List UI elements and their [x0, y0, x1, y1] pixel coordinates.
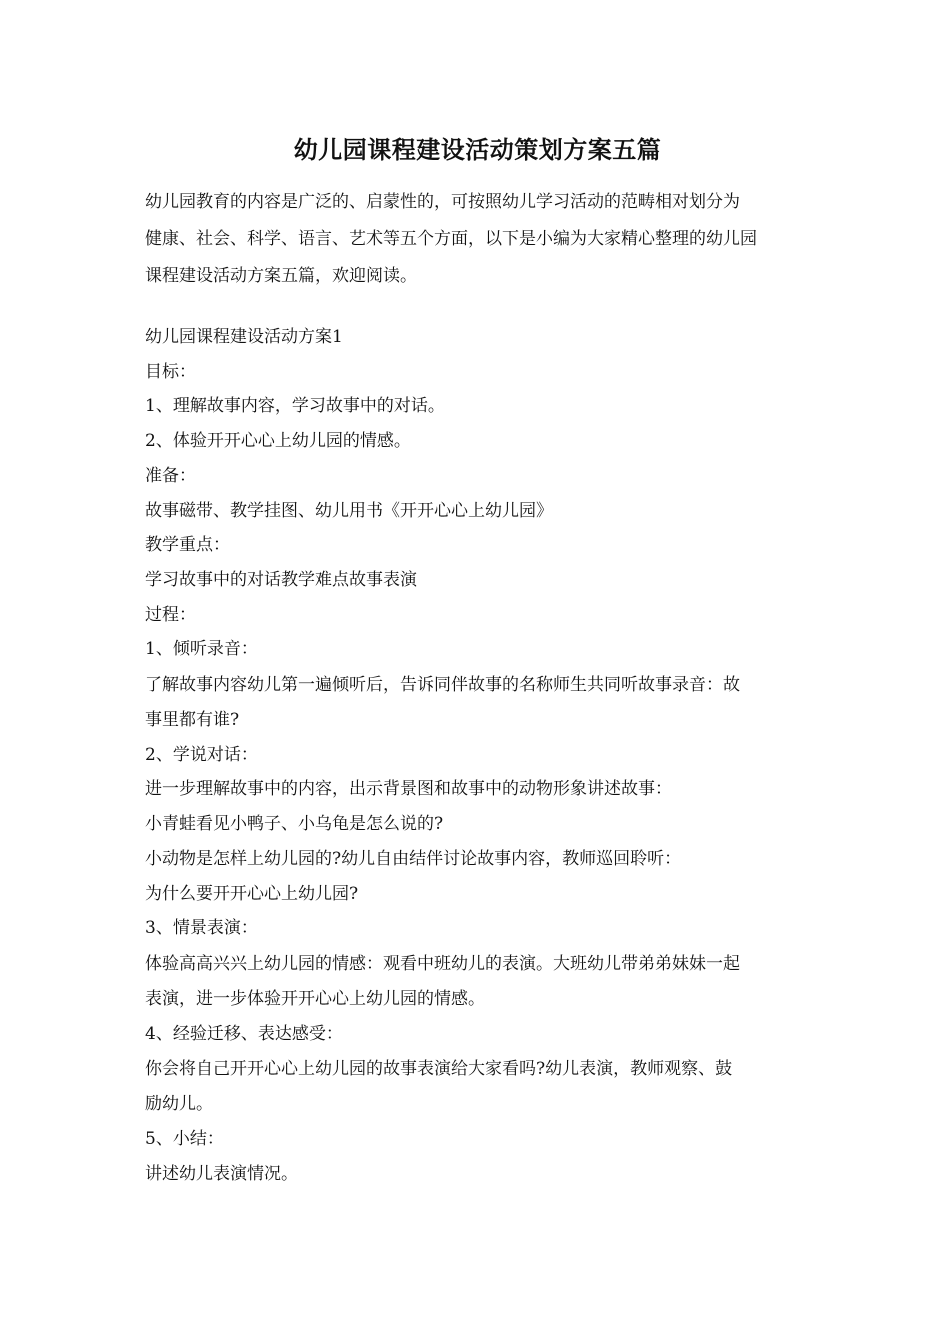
paragraph-gap — [145, 295, 810, 320]
text-line: 表演，进一步体验开开心心上幼儿园的情感。 — [145, 988, 485, 1009]
text-line: 你会将自己开开心心上幼儿园的故事表演给大家看吗?幼儿表演，教师观察、鼓 — [145, 1059, 733, 1080]
document-page — [145, 128, 810, 1191]
text-line: 过程： — [145, 604, 196, 625]
text-line: 学习故事中的对话教学难点故事表演 — [145, 569, 417, 590]
text-line: 了解故事内容幼儿第一遍倾听后，告诉同伴故事的名称师生共同听故事录音：故 — [145, 675, 740, 696]
plan-1-content — [145, 320, 810, 1191]
text-line: 2、学说对话： — [145, 744, 258, 765]
text-line: 故事磁带、教学挂图、幼儿用书《开开心心上幼儿园》 — [145, 500, 553, 521]
text-line: 1、理解故事内容，学习故事中的对话。 — [145, 396, 445, 417]
text-line: 2、体验开开心心上幼儿园的情感。 — [145, 431, 411, 452]
intro-paragraph — [145, 184, 810, 295]
text-line: 1、倾听录音： — [145, 639, 258, 660]
text-line: 教学重点： — [145, 535, 230, 556]
text-line: 讲述幼儿表演情况。 — [145, 1163, 298, 1184]
intro-line: 课程建设活动方案五篇，欢迎阅读。 — [145, 266, 417, 286]
text-line: 准备： — [145, 465, 196, 486]
intro-line: 幼儿园教育的内容是广泛的、启蒙性的，可按照幼儿学习活动的范畴相对划分为 — [145, 192, 740, 212]
text-line: 进一步理解故事中的内容，出示背景图和故事中的动物形象讲述故事： — [145, 779, 672, 800]
text-line: 小青蛙看见小鸭子、小乌龟是怎么说的? — [145, 814, 444, 835]
text-line: 目标： — [145, 361, 196, 382]
text-line: 励幼儿。 — [145, 1094, 213, 1115]
text-line: 为什么要开开心心上幼儿园? — [145, 883, 359, 904]
text-line: 事里都有谁? — [145, 710, 240, 731]
text-line: 4、经验迁移、表达感受： — [145, 1023, 343, 1044]
intro-line: 健康、社会、科学、语言、艺术等五个方面，以下是小编为大家精心整理的幼儿园 — [145, 229, 757, 249]
text-line: 5、小结： — [145, 1129, 224, 1150]
document-title: 幼儿园课程建设活动策划方案五篇 — [293, 135, 662, 164]
text-line: 小动物是怎样上幼儿园的?幼儿自由结伴讨论故事内容，教师巡回聆听： — [145, 848, 682, 869]
text-line: 3、情景表演： — [145, 918, 258, 939]
section-heading: 幼儿园课程建设活动方案1 — [145, 327, 343, 347]
text-line: 体验高高兴兴上幼儿园的情感：观看中班幼儿的表演。大班幼儿带弟弟妹妹一起 — [145, 953, 740, 974]
